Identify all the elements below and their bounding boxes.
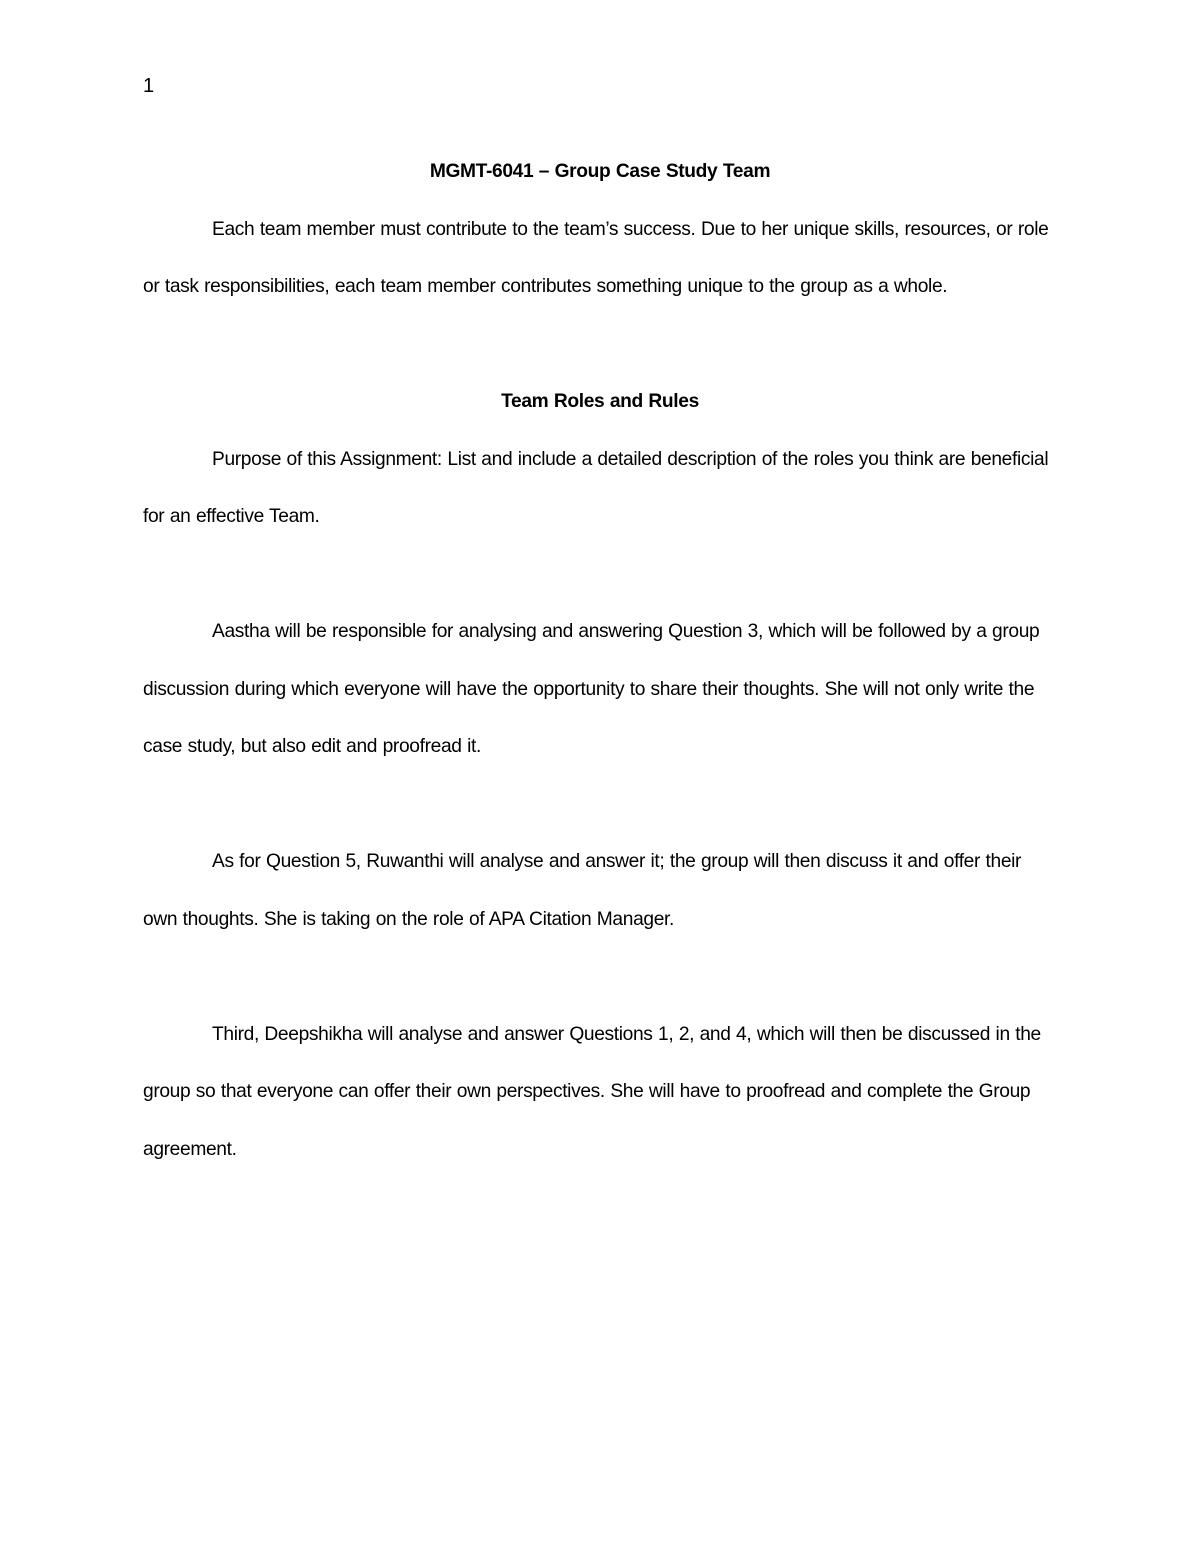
blank-line <box>143 776 1057 834</box>
document-title: MGMT-6041 – Group Case Study Team <box>429 161 771 182</box>
purpose-paragraph: Purpose of this Assignment: List and include a detailed description of the roles you think are beneficial for an effective Team. <box>143 448 1049 527</box>
role-paragraph-aastha: Aastha will be responsible for analysing and answering Question 3, which will be followed by a group discussion during which everyone will have the opportunity to share their thoughts. She will not only write the case study, but also edit and proofread it. <box>143 621 1040 757</box>
role-paragraph-ruwanthi: As for Question 5, Ruwanthi will analyse and answer it; the group will then discuss it and offer their own thoughts. She is taking on the role of APA Citation Manager. <box>143 851 1022 930</box>
section-heading: Team Roles and Rules <box>501 391 699 412</box>
blank-line <box>143 546 1057 604</box>
blank-line <box>143 948 1057 1006</box>
page-number: 1 <box>143 75 155 97</box>
intro-paragraph: Each team member must contribute to the team’s success. Due to her unique skills, resources, or role or task responsibilities, each team member contributes something unique to the group as a whole. <box>143 218 1049 297</box>
blank-line <box>143 316 1057 374</box>
role-paragraph-deepshikha: Third, Deepshikha will analyse and answer Questions 1, 2, and 4, which will then be discussed in the group so that everyone can offer their own perspectives. She will have to proofread and complete the Group agreement. <box>143 1023 1041 1160</box>
document-body <box>143 143 1057 1178</box>
